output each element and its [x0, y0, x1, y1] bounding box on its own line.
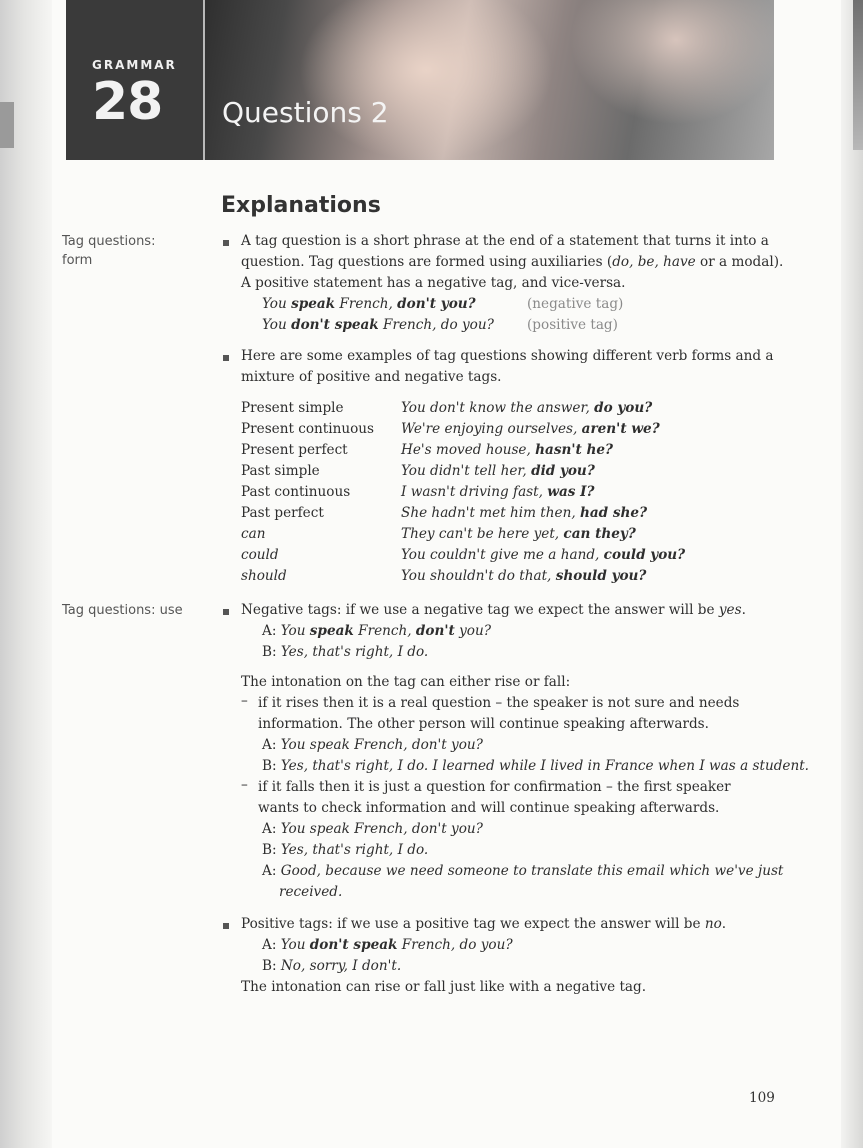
bullet-1 [223, 240, 229, 246]
intonation-intro: The intonation on the tag can either rise or fall: [241, 674, 571, 690]
unit-number: 28 [92, 72, 163, 132]
ex1-b: speak [291, 296, 336, 312]
bullet4-line1-a: Positive tags: if we use a positive tag we expect the answer will be [241, 916, 705, 932]
tense-example [401, 505, 647, 521]
rise-dash: – [241, 693, 248, 709]
page-edge-dark [853, 0, 863, 150]
tense-example [401, 400, 652, 416]
tense-example [401, 526, 636, 542]
bullet4-dialogue-b [262, 956, 401, 977]
tense-example-stem: You couldn't give me a hand, [401, 547, 604, 563]
bullet4-line1-end: . [721, 916, 727, 932]
ex1-d: don't you? [397, 296, 476, 312]
tense-example-tag: aren't we? [581, 421, 660, 437]
fall-dialogue-b-text: Yes, that's right, I do. [280, 842, 429, 858]
speaker-a-label: A: [262, 937, 281, 953]
rise-line1: if it rises then it is a real question – the speaker is not sure and needs [258, 695, 740, 711]
fall-dialogue-b [262, 840, 428, 861]
rise-dialogue-a [262, 735, 483, 756]
section-heading: Explanations [221, 193, 381, 218]
dialogue-a-5: you? [454, 623, 492, 639]
tense-example-stem: You don't know the answer, [401, 400, 595, 416]
rise-dialogue-b [262, 756, 809, 777]
bullet2-line2: mixture of positive and negative tags. [241, 369, 502, 385]
fall-line2: wants to check information and will continue speaking afterwards. [258, 800, 720, 816]
tense-example [401, 568, 646, 584]
tense-example-tag: should you? [555, 568, 647, 584]
fall-dialogue-a-text: You speak French, don't you? [280, 821, 483, 837]
bullet3-line1-a: Negative tags: if we use a negative tag we expect the answer will be [241, 602, 719, 618]
tense-example [401, 547, 685, 563]
bullet1-line1: A tag question is a short phrase at the end of a statement that turns it into a [241, 233, 769, 249]
ex2-a: You [262, 317, 292, 333]
fall-dialogue-c-line1: Good, because we need someone to translate this email which we've just [280, 863, 784, 879]
fall-dialogue-c-line2: received. [279, 884, 343, 900]
tense-example [401, 442, 613, 458]
side-label-form-line2: form [62, 253, 93, 268]
rise-line2: information. The other person will continue speaking afterwards. [258, 716, 709, 732]
bullet1-line2 [241, 252, 783, 273]
tense-example [401, 463, 595, 479]
bullet3-yes: yes [718, 602, 742, 618]
rise-dialogue-a-text: You speak French, don't you? [280, 737, 483, 753]
tense-name: Present continuous [241, 421, 375, 437]
speaker-a-label: A: [262, 623, 281, 639]
tense-example-tag: could you? [603, 547, 686, 563]
tense-name: can [241, 526, 266, 542]
tense-example-tag: hasn't he? [535, 442, 614, 458]
tense-example-tag: can they? [563, 526, 636, 542]
unit-title: Questions 2 [222, 96, 389, 129]
speaker-a-label: A: [262, 737, 281, 753]
bullet1-auxiliaries: do, be, have [612, 254, 696, 270]
note-negative-tag: (negative tag) [527, 296, 624, 312]
fall-dash: – [241, 777, 248, 793]
bullet-2 [223, 355, 229, 361]
bullet1-line3: A positive statement has a negative tag, and vice-versa. [241, 275, 626, 291]
tense-example [401, 484, 595, 500]
bullet3-line1 [241, 600, 746, 621]
tense-example-stem: She hadn't met him then, [401, 505, 580, 521]
grammar-label: GRAMMAR [92, 58, 177, 72]
tense-example-tag: had she? [579, 505, 648, 521]
example-negative-tag [262, 294, 476, 315]
tense-example-stem: I wasn't driving fast, [401, 484, 548, 500]
tense-name: Past simple [241, 463, 320, 479]
tense-example-stem: We're enjoying ourselves, [401, 421, 582, 437]
dialogue-a-3: French, [353, 623, 416, 639]
tense-name: could [241, 547, 279, 563]
dialogue-a-1: You [280, 623, 310, 639]
book-gutter-shadow [0, 0, 52, 1148]
fall-dialogue-a [262, 819, 483, 840]
dialogue-a-2: speak [309, 623, 354, 639]
tense-example [401, 421, 660, 437]
tense-example-stem: You shouldn't do that, [401, 568, 556, 584]
bullet4-line1 [241, 914, 726, 935]
dialogue-a-2: don't speak [309, 937, 398, 953]
bullet-3 [223, 609, 229, 615]
bullet2-line1: Here are some examples of tag questions showing different verb forms and a [241, 348, 774, 364]
tense-name: Present perfect [241, 442, 348, 458]
fall-dialogue-c-cont [279, 882, 342, 903]
dialogue-b-text: Yes, that's right, I do. [280, 644, 429, 660]
speaker-b-label: B: [262, 644, 281, 660]
gutter-tab-marker [0, 102, 14, 148]
tense-name: should [241, 568, 287, 584]
bullet4-no: no [704, 916, 722, 932]
note-positive-tag: (positive tag) [527, 317, 618, 333]
bullet3-dialogue-a [262, 621, 491, 642]
tense-example-stem: You didn't tell her, [401, 463, 532, 479]
tense-example-tag: did you? [531, 463, 595, 479]
rise-dialogue-b-text: Yes, that's right, I do. I learned while I lived in France when I was a student. [280, 758, 809, 774]
bullet4-closing: The intonation can rise or fall just like with a negative tag. [241, 979, 647, 995]
bullet1-line2-a: question. Tag questions are formed using auxiliaries ( [241, 254, 613, 270]
speaker-b-label: B: [262, 958, 281, 974]
ex1-a: You [262, 296, 292, 312]
unit-banner-photo [66, 0, 774, 160]
dialogue-a-4: don't [415, 623, 455, 639]
ex1-c: French, [335, 296, 398, 312]
speaker-a-label: A: [262, 863, 281, 879]
tense-name: Past perfect [241, 505, 324, 521]
tense-name: Present simple [241, 400, 344, 416]
bullet3-dialogue-b [262, 642, 428, 663]
ex2-d: do you? [440, 317, 494, 333]
ex2-c: French, [378, 317, 441, 333]
side-label-form [62, 232, 155, 270]
bullet1-line2-b: or a modal). [695, 254, 784, 270]
dialogue-a-3: French, do you? [397, 937, 513, 953]
bullet-4 [223, 923, 229, 929]
ex2-b: don't speak [291, 317, 379, 333]
fall-line1: if it falls then it is just a question for confirmation – the first speaker [258, 779, 731, 795]
dialogue-a-1: You [280, 937, 310, 953]
tense-name: Past continuous [241, 484, 351, 500]
bullet4-dialogue-a [262, 935, 513, 956]
tense-example-tag: was I? [547, 484, 595, 500]
fall-dialogue-c [262, 861, 783, 882]
banner-divider [203, 0, 205, 160]
example-positive-tag [262, 315, 494, 336]
tense-example-stem: He's moved house, [401, 442, 536, 458]
page-number: 109 [749, 1090, 775, 1106]
page-edge-shadow [841, 0, 863, 1148]
tense-example-stem: They can't be here yet, [401, 526, 564, 542]
speaker-a-label: A: [262, 821, 281, 837]
dialogue-b-text: No, sorry, I don't. [280, 958, 402, 974]
speaker-b-label: B: [262, 758, 281, 774]
speaker-b-label: B: [262, 842, 281, 858]
side-label-use: Tag questions: use [62, 603, 183, 618]
side-label-form-line1: Tag questions: [62, 234, 156, 249]
bullet3-line1-end: . [741, 602, 746, 618]
tense-example-tag: do you? [594, 400, 653, 416]
